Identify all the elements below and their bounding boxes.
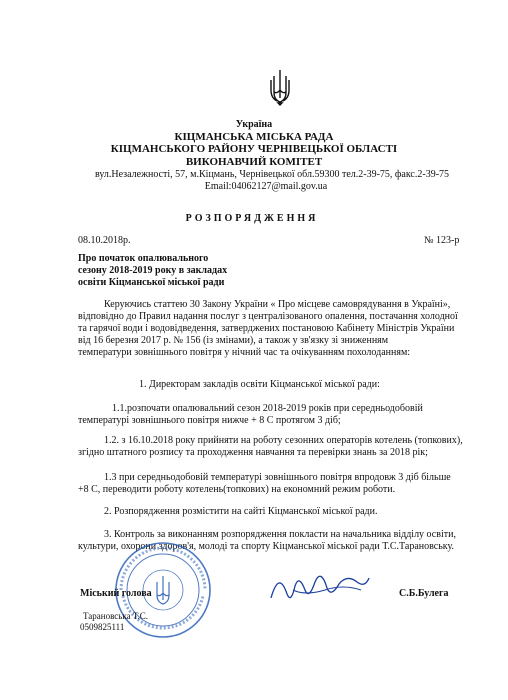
handwritten-signature: [265, 560, 375, 610]
signatory-position: Міський голова: [80, 588, 152, 599]
intro-line: Керуючись статтею 30 Закону України « Про місцеве самоврядування в Україні»,: [104, 299, 451, 310]
subject-line: Про початок опалювального: [78, 253, 209, 264]
document-title: РОЗПОРЯДЖЕННЯ: [185, 213, 319, 224]
paragraph-1-2-line: згідно штатного розпису та проходження навчання та перевірки знань за 2018 рік;: [78, 447, 428, 458]
paragraph-1-1-line: 1.1.розпочати опалювальний сезон 2018-2019 років при середньодобовій: [112, 403, 423, 414]
paragraph-3-line: культури, охорони здоров'я, молоді та спорту Кіцманської міської ради Т.С.Тарановську.: [78, 541, 455, 552]
document-date: 08.10.2018р.: [78, 235, 131, 246]
intro-line: від 16 березня 2017 р. № 156 (із змінами), а також у зв'язку зі зниженням: [78, 335, 389, 346]
subject-line: освіти Кіцманської міської ради: [78, 277, 225, 288]
intro-line: температури зовнішнього повітря у нічний час та очікуванням похолоданням:: [78, 347, 411, 358]
executor-phone: 0509825111: [80, 622, 125, 632]
paragraph-1-3-line: +8 С, переводити роботу котелень(топкових) на економний режим роботи.: [78, 484, 396, 495]
paragraph-2: 2. Розпорядження розмістити на сайті Кіцманської міської ради.: [104, 506, 378, 517]
header-email: Email:04062127@mail.gov.ua: [204, 181, 328, 192]
header-council: КІЦМАНСЬКА МІСЬКА РАДА: [174, 131, 334, 143]
header-address: вул.Незалежності, 57, м.Кіцмань, Чернівецької обл.59300 тел.2-39-75, факс.2-39-75: [94, 169, 450, 180]
intro-line: та гарячої води і водовідведення, затверджених постановою Кабінету Міністрів України: [78, 323, 455, 334]
intro-line: відповідно до Правил надання послуг з централізованого опалення, постачання холодної: [78, 311, 458, 322]
executor-name: Тарановська Т.С.: [83, 611, 148, 621]
paragraph-3-line: 3. Контроль за виконанням розпорядження покласти на начальника відділу освіти,: [104, 529, 456, 540]
header-committee: ВИКОНАВЧИЙ КОМІТЕТ: [185, 156, 323, 168]
coat-of-arms-icon: [268, 68, 292, 106]
header-country: Україна: [235, 119, 273, 130]
paragraph-1-1-line: температурі зовнішнього повітря нижче + 8 С протягом 3 діб;: [78, 415, 341, 426]
paragraph-1-3-line: 1.3 при середньодобовій температурі зовнішнього повітря впродовж 3 діб більше: [104, 472, 451, 483]
signatory-name: С.Б.Булега: [399, 588, 449, 599]
paragraph-1-2-line: 1.2. з 16.10.2018 року прийняти на роботу сезонних операторів котелень (топкових),: [104, 435, 463, 446]
paragraph-1: 1. Директорам закладів освіти Кіцманської міської ради:: [139, 379, 380, 390]
header-district: КІЦМАНСЬКОГО РАЙОНУ ЧЕРНІВЕЦЬКОЇ ОБЛАСТІ: [110, 143, 398, 155]
document-number: № 123-р: [424, 235, 460, 246]
subject-line: сезону 2018-2019 року в закладах: [78, 265, 228, 276]
